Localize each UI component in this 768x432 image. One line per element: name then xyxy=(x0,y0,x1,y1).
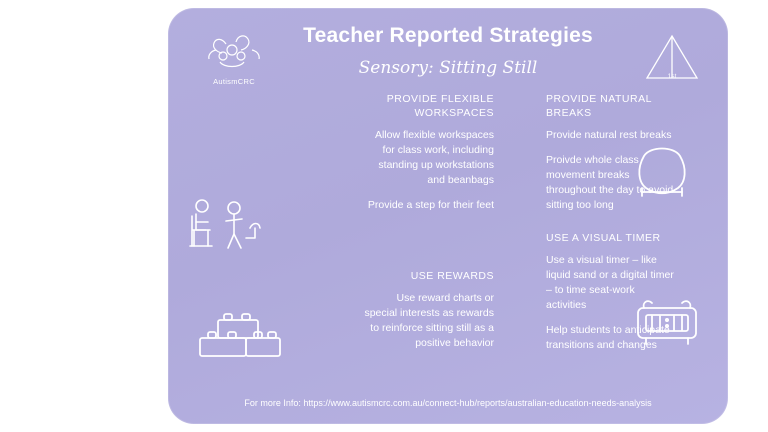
block-paragraph: Provide a step for their feet xyxy=(367,199,494,211)
strategy-block xyxy=(364,92,494,213)
footer-link-text[interactable]: For more Info: https://www.autismcrc.com.au/connect-hub/reports/australian-education-needs-analysis xyxy=(244,398,652,408)
block-paragraph: Use reward charts or special interests as rewards to reinforce sitting still as a positive behavior xyxy=(364,292,494,349)
block-paragraph: Use a visual timer – like liquid sand or a digital timer – to time seat-work activities xyxy=(546,254,674,311)
left-column xyxy=(364,92,494,365)
page-title: Teacher Reported Strategies xyxy=(303,24,593,47)
block-heading: PROVIDE FLEXIBLE WORKSPACES xyxy=(386,93,494,119)
block-heading: PROVIDE NATURAL BREAKS xyxy=(546,93,652,119)
strategy-card xyxy=(168,8,728,424)
triangle-logo-text: 1st xyxy=(667,73,677,80)
block-heading: USE REWARDS xyxy=(410,270,494,282)
triangle-logo xyxy=(640,32,704,90)
lego-bricks-illustration xyxy=(192,308,288,366)
autismcrc-logo-text: AutismCRC xyxy=(213,77,255,86)
strategy-block xyxy=(364,269,494,351)
beanbag-chair-illustration xyxy=(630,142,694,204)
autismcrc-logo xyxy=(196,34,272,90)
block-paragraph: Allow flexible workspaces for class work, including standing up workstations and beanbags xyxy=(374,129,494,186)
block-paragraph: Proivde whole class movement breaks throughout the day to avoid sitting too long xyxy=(546,154,674,211)
block-paragraph: Provide natural rest breaks xyxy=(546,129,672,141)
digital-clock-illustration xyxy=(630,298,706,350)
block-heading: USE A VISUAL TIMER xyxy=(546,232,661,244)
student-at-desk-illustration xyxy=(186,194,264,256)
block-paragraph: Help students to anticipate transitions and changes xyxy=(546,324,670,351)
page-subtitle: Sensory: Sitting Still xyxy=(358,58,538,78)
